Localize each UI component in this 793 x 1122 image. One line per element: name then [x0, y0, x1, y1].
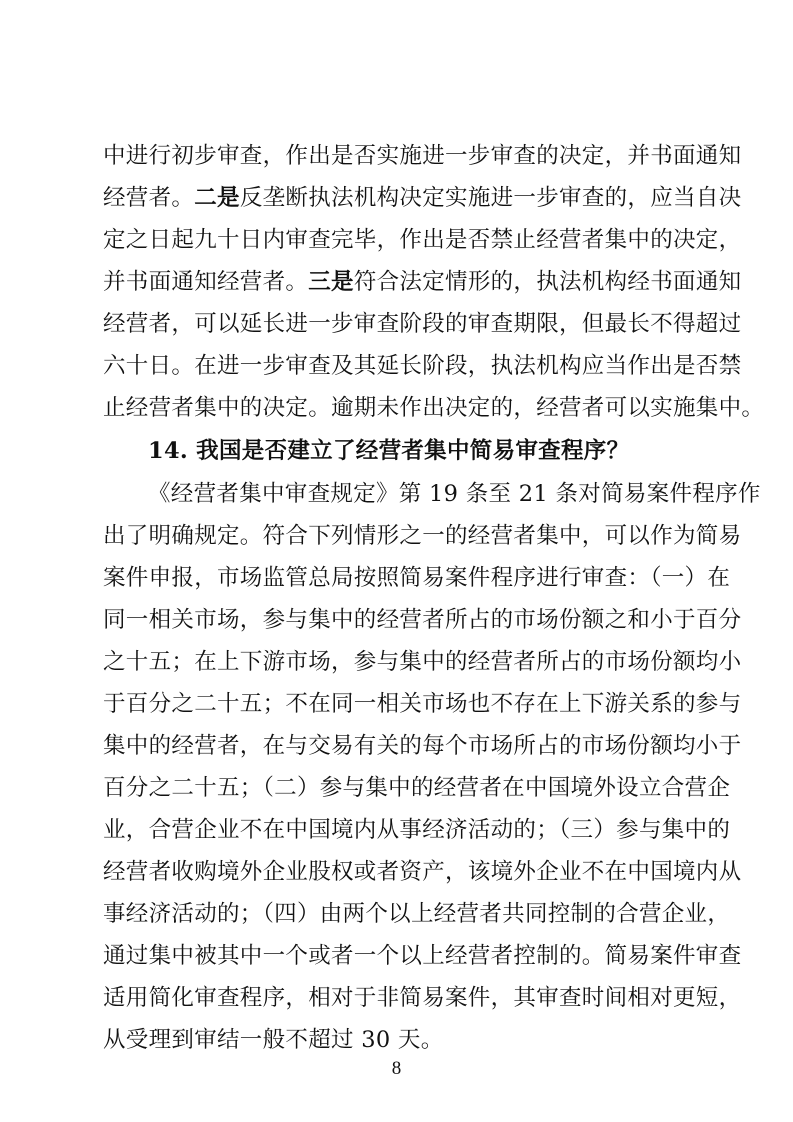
paragraph-line: 经营者收购境外企业股权或者资产，该境外企业不在中国境内从 [103, 859, 742, 885]
paragraph-line: 《经营者集中审查规定》第 19 条至 21 条对简易案件程序作 [148, 481, 761, 507]
paragraph-line: 百分之二十五；（二）参与集中的经营者在中国境外设立合营企 [103, 775, 731, 801]
paragraph-line: 之十五；在上下游市场，参与集中的经营者所占的市场份额均小 [103, 649, 742, 675]
emphasis-second: 二是 [194, 185, 240, 211]
paragraph-line: 止经营者集中的决定。逾期未作出决定的，经营者可以实施集中。 [103, 395, 765, 421]
page-number: 8 [391, 1058, 402, 1079]
paragraph-line: 业，合营企业不在中国境内从事经济活动的；（三）参与集中的 [103, 817, 731, 843]
paragraph-line: 定之日起九十日内审查完毕，作出是否禁止经营者集中的决定， [103, 227, 742, 253]
paragraph-line: 事经济活动的；（四）由两个以上经营者共同控制的合营企业， [103, 901, 731, 927]
section-heading: 14. 我国是否建立了经营者集中简易审查程序？ [148, 438, 630, 464]
paragraph-line: 六十日。在进一步审查及其延长阶段，执法机构应当作出是否禁 [103, 353, 742, 379]
paragraph-line: 于百分之二十五；不在同一相关市场也不存在上下游关系的参与 [103, 691, 742, 717]
paragraph-line: 经营者。二是反垄断执法机构决定实施进一步审查的，应当自决 [103, 185, 742, 211]
paragraph-line: 中进行初步审查，作出是否实施进一步审查的决定，并书面通知 [103, 143, 742, 169]
emphasis-third: 三是 [308, 269, 354, 295]
paragraph-line: 出了明确规定。符合下列情形之一的经营者集中，可以作为简易 [103, 523, 742, 549]
paragraph-line: 并书面通知经营者。三是符合法定情形的，执法机构经书面通知 [103, 269, 742, 295]
paragraph-line: 集中的经营者，在与交易有关的每个市场所占的市场份额均小于 [103, 733, 742, 759]
paragraph-line: 案件申报，市场监管总局按照简易案件程序进行审查：（一）在 [103, 565, 731, 591]
paragraph-line: 经营者，可以延长进一步审查阶段的审查期限，但最长不得超过 [103, 311, 742, 337]
paragraph-line: 适用简化审查程序，相对于非简易案件，其审查时间相对更短， [103, 985, 742, 1011]
paragraph-line: 从受理到审结一般不超过 30 天。 [103, 1027, 444, 1053]
paragraph-line: 同一相关市场，参与集中的经营者所占的市场份额之和小于百分 [103, 607, 742, 633]
paragraph-line: 通过集中被其中一个或者一个以上经营者控制的。简易案件审查 [103, 943, 742, 969]
